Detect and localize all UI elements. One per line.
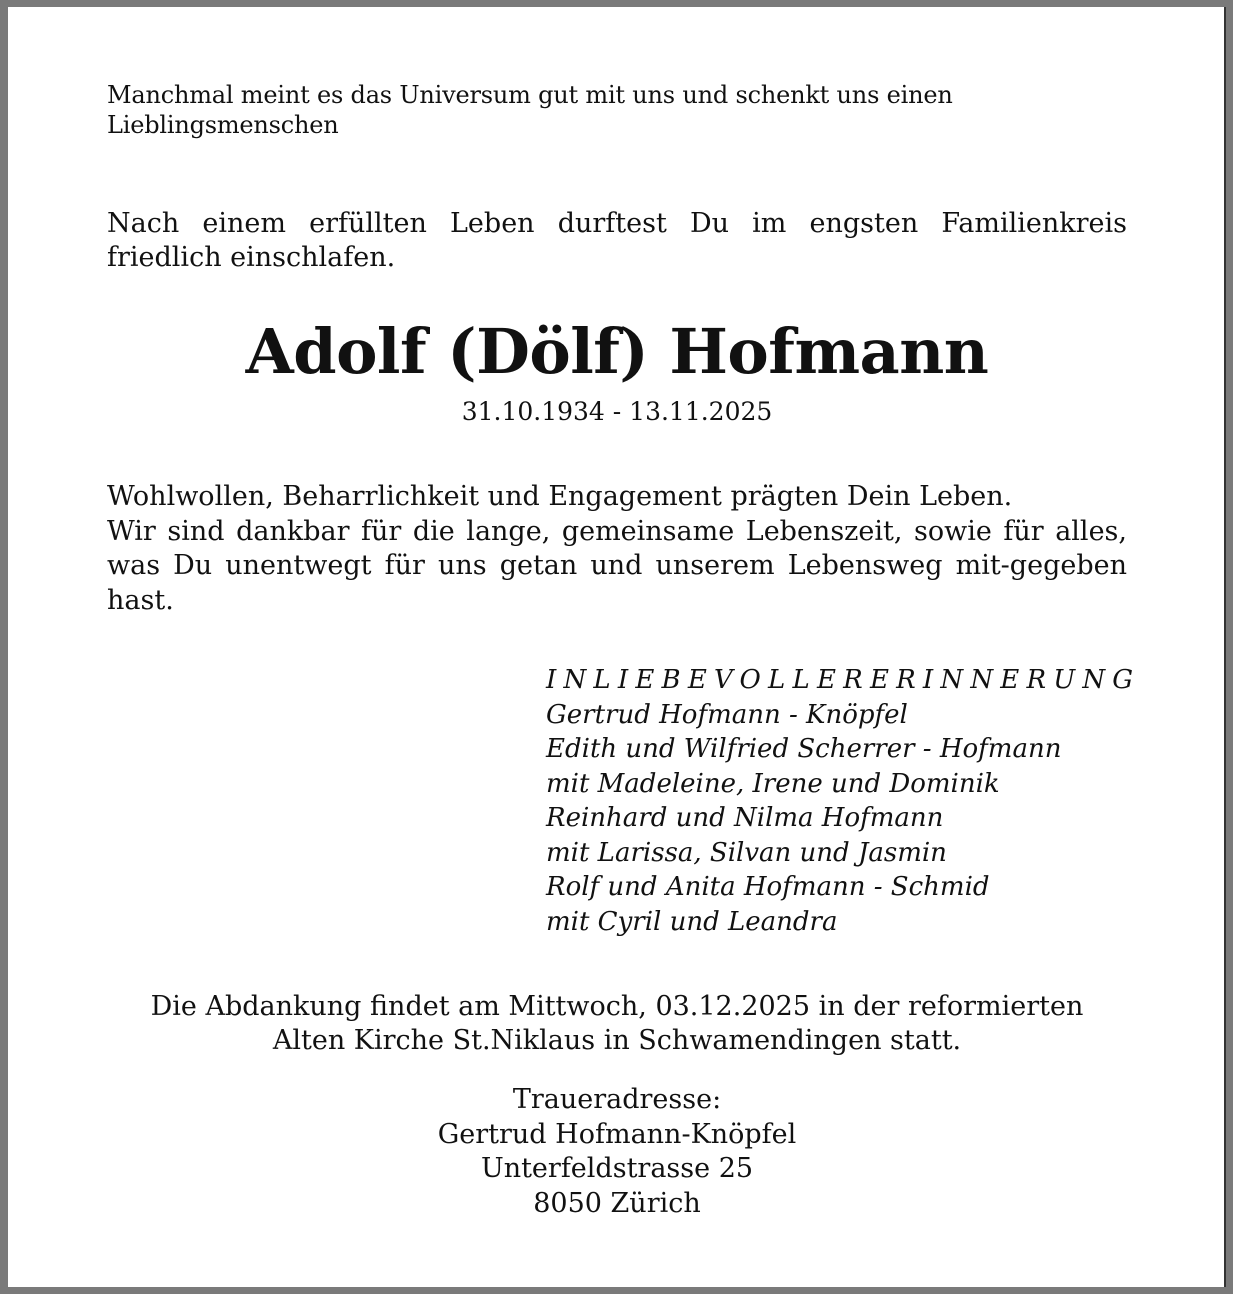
mourner-line: mit Larissa, Silvan und Jasmin: [546, 837, 947, 868]
tribute-line-2: Wir sind dankbar für die lange, gemeinsame Lebenszeit, sowie für alles, was Du unentwegt für uns getan und unserem Lebensweg mit-gegeben hast.: [107, 515, 1127, 616]
mourners-list: [546, 663, 1146, 939]
address-name: Gertrud Hofmann-Knöpfel: [437, 1118, 797, 1150]
mourning-address: [107, 1083, 1127, 1221]
intro-text: Nach einem erfüllten Leben durftest Du im engsten Familienkreis friedlich einschlafen.: [107, 208, 1127, 273]
deceased-name: Adolf (Dölf) Hofmann: [245, 315, 989, 388]
service-info: [107, 990, 1127, 1058]
tribute-line-1: Wohlwollen, Beharrlichkeit und Engagement prägten Dein Leben.: [107, 481, 1013, 512]
mourner-line: Reinhard und Nilma Hofmann: [546, 803, 944, 833]
address-street: Unterfeldstrasse 25: [480, 1153, 754, 1184]
mourner-line: mit Cyril und Leandra: [546, 906, 838, 937]
mourners-heading: INLIEBEVOLLERERINNERUNG: [546, 665, 1141, 695]
address-label: Traueradresse:: [512, 1084, 722, 1115]
life-dates: 31.10.1934 - 13.11.2025: [461, 397, 773, 426]
mourner-line: mit Madeleine, Irene und Dominik: [546, 768, 1000, 799]
tribute: [107, 480, 1127, 618]
motto-line-1: Manchmal meint es das Universum gut mit uns und schenkt uns einen: [107, 81, 953, 109]
mourner-line: Rolf und Anita Hofmann - Schmid: [546, 872, 990, 902]
motto: [107, 80, 1127, 140]
address-city: 8050 Zürich: [533, 1187, 701, 1219]
right-edge-line: [1224, 7, 1226, 1287]
service-line-1: Die Abdankung findet am Mittwoch, 03.12.2025 in der reformierten: [150, 991, 1084, 1022]
mourner-line: Gertrud Hofmann - Knöpfel: [546, 699, 908, 730]
motto-line-2: Lieblingsmenschen: [107, 111, 339, 139]
service-line-2: Alten Kirche St.Niklaus in Schwamendingen statt.: [272, 1025, 962, 1056]
mourner-line: Edith und Wilfried Scherrer - Hofmann: [546, 734, 1062, 764]
